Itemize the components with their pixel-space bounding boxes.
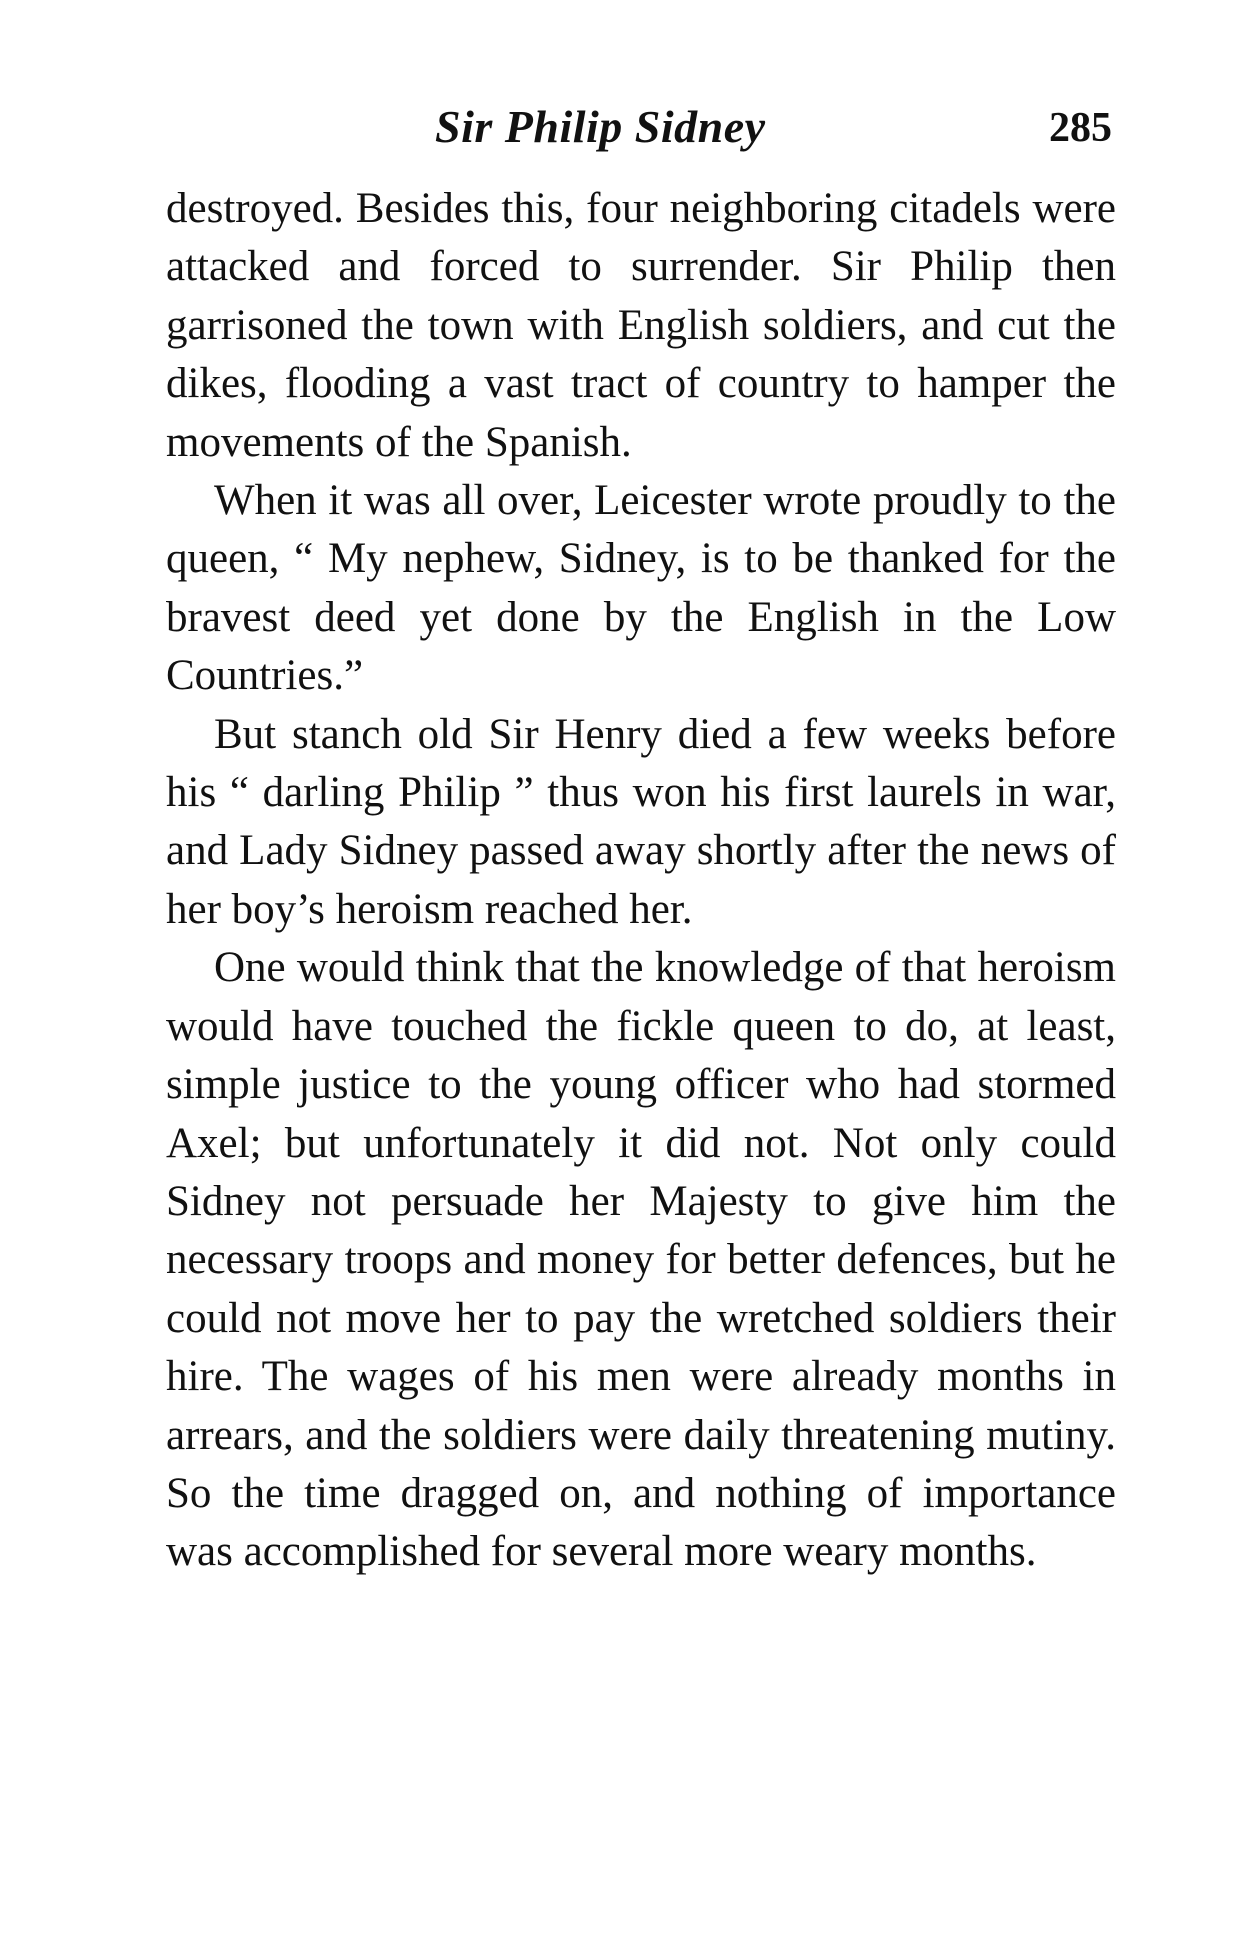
page-number: 285 [1049, 105, 1112, 151]
paragraph-leicester-letter: When it was all over, Leicester wrote proudly to the queen, “ My nephew, Sidney, is to be thanked for the bravest deed yet done by the English in the Low Countries.” [166, 477, 1116, 700]
paragraph-fickle-queen: One would think that the knowledge of that heroism would have touched the fickle queen to do, at least, simple justice to the young officer who had stormed Axel; but unfortunately it did not. Not only could Sidney not persuade her Majesty to give him the necessary troops and money for better defences, but he could not move her to pay the wretched soldiers their hire. The wages of his men were already months in arrears, and the soldiers were daily threatening mutiny. So the time dragged on, and nothing of importance was accomplished for several more weary months. [166, 944, 1116, 1576]
paragraph-continued: destroyed. Besides this, four neighboring citadels were attacked and forced to surrender. Sir Philip then garrisoned the town with English soldiers, and cut the dikes, flooding a vast tract of country to hamper the movements of the Spanish. [166, 185, 1116, 466]
paragraph-sir-henry: But stanch old Sir Henry died a few weeks before his “ darling Philip ” thus won his first laurels in war, and Lady Sidney passed away shortly after the news of her boy’s heroism reached her. [166, 710, 1116, 933]
running-title: Sir Philip Sidney [435, 101, 766, 152]
body-text [166, 180, 1116, 1582]
page-header [160, 100, 1120, 160]
